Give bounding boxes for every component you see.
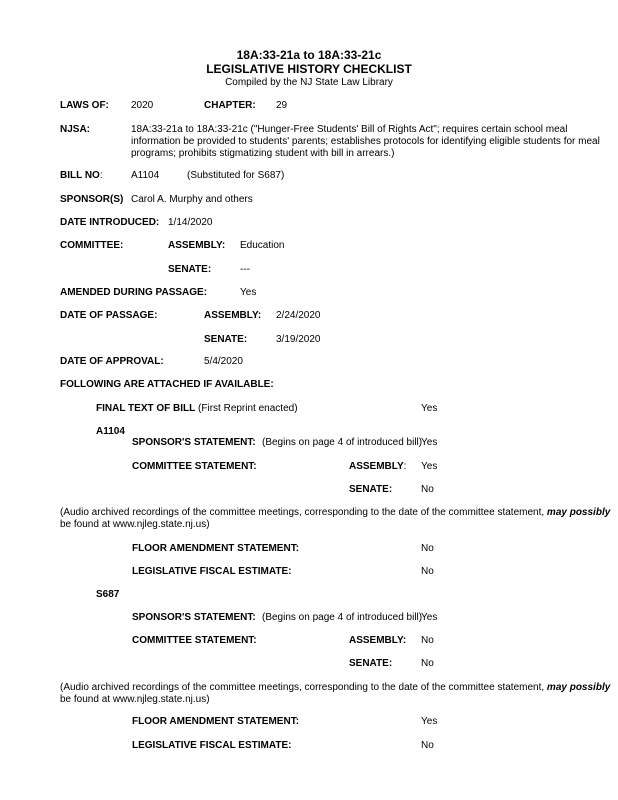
final-text-note: (First Reprint enacted) — [195, 403, 298, 414]
a1104-senate-value: No — [421, 484, 434, 495]
s687-audio-note-line-2: be found at www.njleg.state.nj.us) — [60, 694, 210, 705]
njsa-line-1: 18A:33-21a to 18A:33-21c ("Hunger-Free Students' Bill of Rights Act"; requires certain school meal — [131, 124, 568, 135]
s687-audio-note-line-1 — [60, 682, 610, 694]
amended-value: Yes — [240, 287, 257, 298]
s687-committee-label: COMMITTEE STATEMENT: — [132, 635, 257, 646]
compiled-by: Compiled by the NJ State Law Library — [225, 77, 393, 88]
s687-senate-label: SENATE: — [349, 658, 393, 669]
s687-floor-value: Yes — [421, 716, 438, 727]
committee-senate-value: --- — [240, 264, 250, 275]
s687-sponsor-value: Yes — [421, 612, 438, 623]
a1104-fiscal-label: LEGISLATIVE FISCAL ESTIMATE: — [132, 566, 292, 577]
audio-note-emphasis: may possibly — [546, 682, 611, 693]
s687-sponsor-label: SPONSOR'S STATEMENT: — [132, 612, 256, 623]
bill-no-value: A1104 — [131, 170, 160, 181]
committee-assembly-value: Education — [240, 240, 285, 251]
document-title: 18A:33-21a to 18A:33-21c — [236, 48, 382, 62]
a1104-committee-label: COMMITTEE STATEMENT: — [132, 461, 257, 472]
committee-assembly-label: ASSEMBLY: — [168, 240, 226, 251]
final-text-label: FINAL TEXT OF BILL — [96, 403, 196, 414]
a1104-senate-label: SENATE: — [349, 484, 393, 495]
approval-value: 5/4/2020 — [204, 356, 243, 367]
document-subtitle: LEGISLATIVE HISTORY CHECKLIST — [206, 62, 412, 76]
date-introduced-value: 1/14/2020 — [168, 217, 213, 228]
passage-assembly-label: ASSEMBLY: — [204, 310, 262, 321]
final-text-value: Yes — [421, 403, 438, 414]
sponsors-label: SPONSOR(S) — [60, 194, 124, 205]
sponsors-value: Carol A. Murphy and others — [131, 194, 253, 205]
s687-fiscal-value: No — [421, 740, 434, 751]
a1104-floor-value: No — [421, 543, 434, 554]
passage-senate-label: SENATE: — [204, 334, 248, 345]
a1104-sponsor-label: SPONSOR'S STATEMENT: — [132, 437, 256, 448]
s687-floor-label: FLOOR AMENDMENT STATEMENT: — [132, 716, 300, 727]
a1104-assembly-value: Yes — [421, 461, 438, 472]
committee-label: COMMITTEE: — [60, 240, 124, 251]
a1104-audio-note-line-2: be found at www.njleg.state.nj.us) — [60, 519, 210, 530]
final-text-row — [96, 403, 298, 415]
attached-heading: FOLLOWING ARE ATTACHED IF AVAILABLE: — [60, 379, 274, 390]
a1104-floor-label: FLOOR AMENDMENT STATEMENT: — [132, 543, 300, 554]
s687-senate-value: No — [421, 658, 434, 669]
njsa-line-3: programs; prohibits stigmatizing student with bill in arrears.) — [131, 148, 395, 159]
audio-note-text: (Audio archived recordings of the committee meetings, corresponding to the date of the committee statement, — [60, 682, 547, 693]
a1104-audio-note-line-1 — [60, 507, 610, 519]
njsa-label: NJSA: — [60, 124, 91, 135]
s687-assembly-label: ASSEMBLY: — [349, 635, 407, 646]
s687-heading: S687 — [96, 589, 120, 600]
s687-fiscal-label: LEGISLATIVE FISCAL ESTIMATE: — [132, 740, 292, 751]
chapter-value: 29 — [276, 100, 288, 111]
bill-no-note: (Substituted for S687) — [187, 170, 285, 181]
njsa-line-2: information be provided to students' parents; establishes protocols for identifying eligible students for meal — [131, 136, 600, 147]
a1104-assembly-label: ASSEMBLY — [349, 461, 404, 472]
a1104-sponsor-note: (Begins on page 4 of introduced bill) — [262, 437, 423, 448]
amended-label: AMENDED DURING PASSAGE: — [60, 287, 208, 298]
a1104-fiscal-value: No — [421, 566, 434, 577]
laws-of-value: 2020 — [131, 100, 154, 111]
passage-senate-value: 3/19/2020 — [276, 334, 321, 345]
a1104-committee-assembly-group — [349, 461, 406, 473]
passage-assembly-value: 2/24/2020 — [276, 310, 321, 321]
audio-note-emphasis: may possibly — [546, 507, 611, 518]
laws-of-label: LAWS OF: — [60, 100, 109, 111]
bill-no-label: BILL NO — [60, 170, 100, 181]
date-introduced-label: DATE INTRODUCED: — [60, 217, 160, 228]
a1104-heading: A1104 — [96, 426, 125, 437]
s687-sponsor-note: (Begins on page 4 of introduced bill) — [262, 612, 423, 623]
bill-no-colon: : — [99, 170, 103, 181]
committee-senate-label: SENATE: — [168, 264, 212, 275]
approval-label: DATE OF APPROVAL: — [60, 356, 164, 367]
a1104-sponsor-value: Yes — [421, 437, 438, 448]
chapter-label: CHAPTER: — [204, 100, 256, 111]
a1104-assembly-colon: : — [403, 461, 407, 472]
passage-label: DATE OF PASSAGE: — [60, 310, 158, 321]
bill-no-label-group — [60, 170, 103, 182]
s687-assembly-value: No — [421, 635, 434, 646]
audio-note-text: (Audio archived recordings of the committee meetings, corresponding to the date of the committee statement, — [60, 507, 547, 518]
